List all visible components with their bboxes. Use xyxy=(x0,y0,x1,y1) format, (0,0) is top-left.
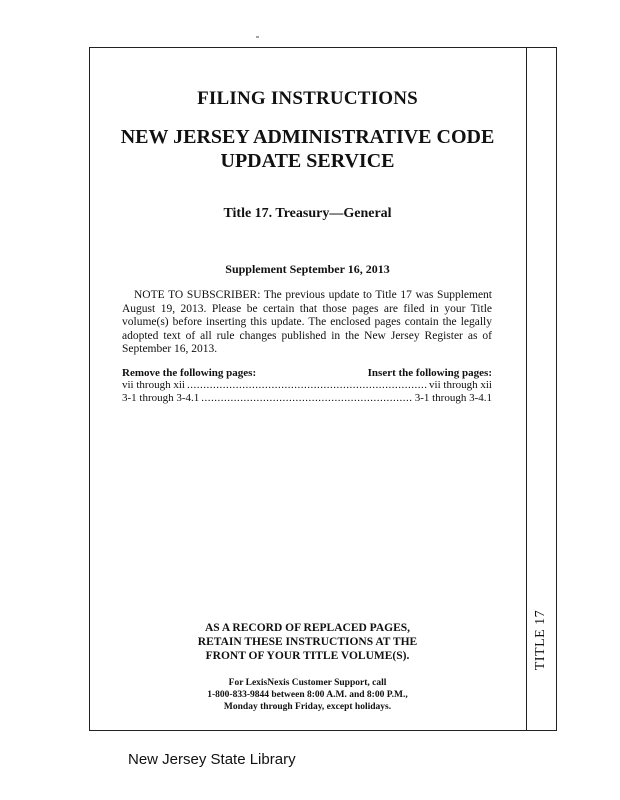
title-name: Title 17. Treasury—General xyxy=(223,206,392,221)
subscriber-note: NOTE TO SUBSCRIBER: The previous update to Title 17 was Supplement August 19, 2013. Please be certain that those pages are filed in your Title volume(s) before inserting this update. The enclosed pages contain the legally adopted text of all rule changes published in the New Jersey Register as of September 16, 2013. xyxy=(122,289,492,355)
page-replacement-row xyxy=(122,392,492,404)
remove-pages-cell: 3-1 through 3-4.1 xyxy=(122,392,200,404)
page-replacement-row xyxy=(122,379,492,391)
record-notice-line2: RETAIN THESE INSTRUCTIONS AT THE xyxy=(197,636,418,648)
insert-pages-cell: 3-1 through 3-4.1 xyxy=(414,392,492,404)
scan-speck xyxy=(256,36,259,38)
support-line1: For LexisNexis Customer Support, call xyxy=(228,678,387,688)
supplement-date: Supplement September 16, 2013 xyxy=(225,262,390,276)
leader-dots xyxy=(187,379,427,391)
code-title-line2: UPDATE SERVICE xyxy=(220,150,395,172)
code-title-line1: NEW JERSEY ADMINISTRATIVE CODE xyxy=(120,126,495,148)
remove-pages-cell: vii through xii xyxy=(122,379,185,391)
record-notice-line1: AS A RECORD OF REPLACED PAGES, xyxy=(204,622,411,634)
support-days: Monday through Friday, except holidays. xyxy=(223,702,392,712)
library-footer: New Jersey State Library xyxy=(128,751,296,768)
filing-instructions-heading: FILING INSTRUCTIONS xyxy=(197,88,418,109)
support-phone-hours: 1-800-833-9844 between 8:00 A.M. and 8:00 P.M., xyxy=(207,690,408,700)
side-tab-divider xyxy=(526,47,527,731)
insert-pages-cell: vii through xii xyxy=(429,379,492,391)
title-side-tab: TITLE 17 xyxy=(533,609,548,671)
insert-pages-header: Insert the following pages: xyxy=(367,367,492,379)
record-notice-line3: FRONT OF YOUR TITLE VOLUME(S). xyxy=(205,650,410,662)
remove-pages-header: Remove the following pages: xyxy=(122,367,257,379)
leader-dots xyxy=(201,392,412,404)
